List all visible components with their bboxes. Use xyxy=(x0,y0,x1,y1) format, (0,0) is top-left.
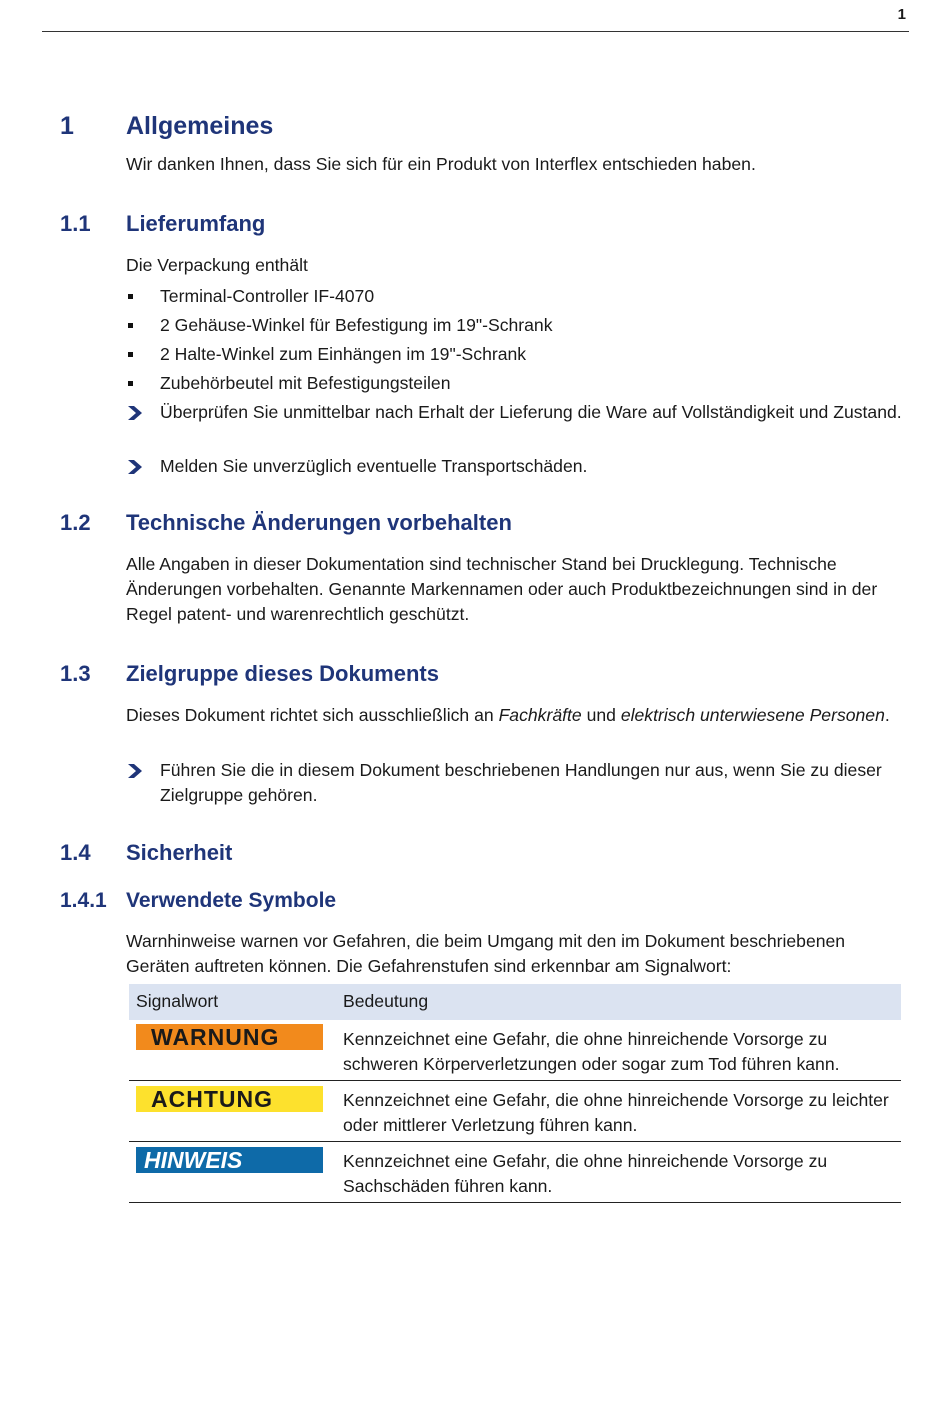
list-item-text: 2 Gehäuse-Winkel für Befestigung im 19"-Schrank xyxy=(160,315,553,335)
heading-number: 1.2 xyxy=(60,510,91,535)
table-row-achtung xyxy=(129,1081,901,1142)
heading-title: Zielgruppe dieses Dokuments xyxy=(126,661,439,686)
heading-number: 1.3 xyxy=(60,661,91,686)
list-item-text: Terminal-Controller IF-4070 xyxy=(160,286,375,306)
hinweis-badge: HINWEIS xyxy=(136,1147,323,1173)
table-row-warnung xyxy=(129,1020,901,1081)
heading-number: 1 xyxy=(60,112,74,140)
intro-paragraph: Wir danken Ihnen, dass Sie sich für ein Produkt von Interflex entschieden haben. xyxy=(126,154,756,174)
text-run: Dieses Dokument richtet sich ausschließlich an xyxy=(126,705,499,725)
square-bullet-icon xyxy=(128,352,133,357)
instruction-text: Überprüfen Sie unmittelbar nach Erhalt der Lieferung die Ware auf Vollständigkeit und Zustand. xyxy=(160,402,902,422)
instruction-text: Melden Sie unverzüglich eventuelle Transportschäden. xyxy=(160,456,588,476)
symbols-paragraph: Warnhinweise warnen vor Gefahren, die beim Umgang mit den im Dokument beschriebenen Geräten auftreten können. Die Gefahrenstufen sind erkennbar am Signalwort: xyxy=(126,931,846,976)
list-item xyxy=(126,313,911,338)
list-item xyxy=(126,284,911,309)
emphasis-fachkraefte: Fachkräfte xyxy=(498,705,582,725)
text-run: . xyxy=(884,705,890,725)
table-header xyxy=(129,984,901,1020)
list-item-text: Zubehörbeutel mit Befestigungsteilen xyxy=(160,373,451,393)
square-bullet-icon xyxy=(128,381,133,386)
meaning-text: Kennzeichnet eine Gefahr, die ohne hinreichende Vorsorge zu schweren Körperverletzungen oder sogar zum Tod führen kann. xyxy=(343,1029,840,1074)
heading-title: Sicherheit xyxy=(126,840,233,865)
instruction-item xyxy=(126,400,911,425)
column-header-bedeutung: Bedeutung xyxy=(343,991,429,1011)
table-row-hinweis xyxy=(129,1142,901,1203)
heading-number: 1.4.1 xyxy=(60,889,107,912)
instruction-item xyxy=(126,454,911,479)
heading-title: Technische Änderungen vorbehalten xyxy=(126,510,512,535)
warnung-badge: WARNUNG xyxy=(136,1024,323,1050)
heading-title: Allgemeines xyxy=(126,112,274,140)
heading-title: Verwendete Symbole xyxy=(126,889,337,912)
text-run: und xyxy=(581,705,621,725)
square-bullet-icon xyxy=(128,294,133,299)
chevron-right-icon xyxy=(126,460,144,474)
heading-title: Lieferumfang xyxy=(126,211,266,236)
technical-changes-paragraph: Alle Angaben in dieser Dokumentation sind technischer Stand bei Drucklegung. Technische Änderungen vorbehalten. Genannte Markennamen oder auch Produktbezeichnungen sind in der Regel patent- und warenrechtlich geschützt. xyxy=(126,554,878,624)
meaning-text: Kennzeichnet eine Gefahr, die ohne hinreichende Vorsorge zu leichter oder mittlerer Verletzung führen kann. xyxy=(343,1090,889,1135)
instruction-text: Führen Sie die in diesem Dokument beschriebenen Handlungen nur aus, wenn Sie zu dieser Zielgruppe gehören. xyxy=(160,760,882,805)
signal-word-table xyxy=(129,984,901,1203)
instruction-item xyxy=(126,758,911,808)
list-item xyxy=(126,371,911,396)
delivery-intro: Die Verpackung enthält xyxy=(126,255,308,275)
target-group-paragraph xyxy=(126,703,911,728)
emphasis-unterwiesene-personen: elektrisch unterwiesene Personen xyxy=(620,705,885,725)
achtung-badge: ACHTUNG xyxy=(136,1086,323,1112)
header-rule xyxy=(42,31,909,32)
square-bullet-icon xyxy=(128,323,133,328)
meaning-text: Kennzeichnet eine Gefahr, die ohne hinreichende Vorsorge zu Sachschäden führen kann. xyxy=(343,1151,828,1196)
chevron-right-icon xyxy=(126,764,144,778)
heading-number: 1.1 xyxy=(60,211,91,236)
page-number: 1 xyxy=(897,6,906,23)
list-item xyxy=(126,342,911,367)
heading-number: 1.4 xyxy=(60,840,91,865)
column-header-signalwort: Signalwort xyxy=(136,991,219,1011)
list-item-text: 2 Halte-Winkel zum Einhängen im 19"-Schrank xyxy=(160,344,527,364)
chevron-right-icon xyxy=(126,406,144,420)
